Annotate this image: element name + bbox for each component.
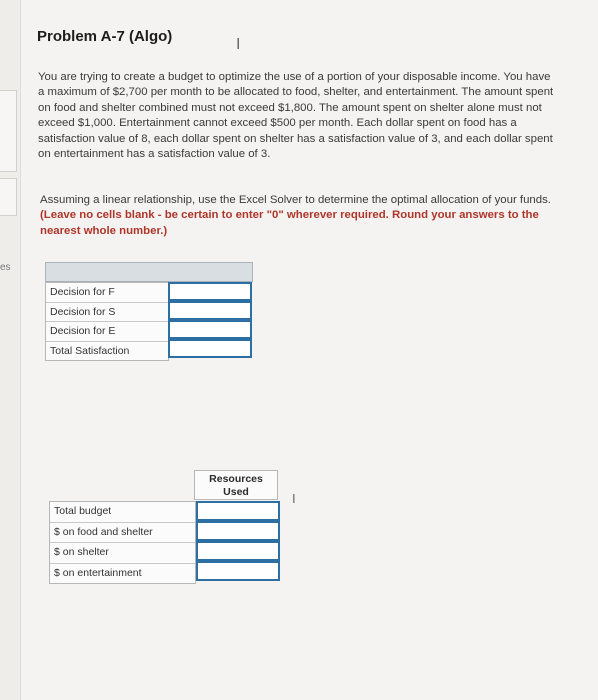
shelter-label: $ on shelter [50, 543, 195, 564]
total-budget-input[interactable] [196, 501, 280, 521]
problem-title: Problem A-7 (Algo) [37, 28, 173, 45]
text-cursor-icon-2: Ι [292, 491, 296, 506]
shelter-input[interactable] [196, 541, 280, 561]
total-budget-label: Total budget [50, 502, 195, 523]
decision-s-input[interactable] [168, 301, 252, 320]
decision-table-inputs [168, 282, 252, 358]
text-cursor-icon: Ι [236, 36, 241, 53]
instructions-text: Assuming a linear relationship, use the Excel Solver to determine the optimal allocation of your funds. [40, 194, 551, 206]
food-shelter-label: $ on food and shelter [50, 523, 195, 544]
left-page-edge [0, 0, 21, 700]
decision-e-label: Decision for E [46, 322, 168, 342]
resources-table-inputs [196, 501, 280, 581]
entertainment-label: $ on entertainment [54, 566, 142, 579]
decision-f-input[interactable] [168, 282, 252, 301]
total-satisfaction-label: Total Satisfaction [50, 344, 130, 357]
total-satisfaction-input[interactable] [168, 339, 252, 358]
resources-table-labels [49, 501, 196, 584]
food-shelter-input[interactable] [196, 521, 280, 541]
problem-description: You are trying to create a budget to optimize the use of a portion of your disposable income. You have a maximum of $2,700 per month to be allocated to food, shelter, and entertainment. The amount spent on food and shelter combined must not exceed $1,800. The amount spent on shelter alone must not exceed $1,000. Entertainment cannot exceed $500 per month. Each dollar spent on food has a satisfaction value of 8, each dollar spent on shelter has a satisfaction value of 3, and each dollar spent on entertainment has a satisfaction value of 3. [38, 71, 554, 161]
decision-f-label: Decision for F [46, 283, 168, 303]
decision-e-input[interactable] [168, 320, 252, 339]
edge-text: es [0, 262, 11, 273]
decision-table-header [45, 262, 253, 282]
resources-used-header: Resources Used [194, 470, 278, 500]
decision-s-label: Decision for S [46, 303, 168, 323]
edge-panel-middle [0, 178, 17, 216]
decision-table-labels [45, 282, 169, 361]
entertainment-input[interactable] [196, 561, 280, 581]
instructions [40, 193, 560, 239]
edge-panel-top [0, 90, 17, 172]
instructions-bold: (Leave no cells blank - be certain to enter "0" wherever required. Round your answers to the nearest whole number.) [40, 209, 539, 237]
